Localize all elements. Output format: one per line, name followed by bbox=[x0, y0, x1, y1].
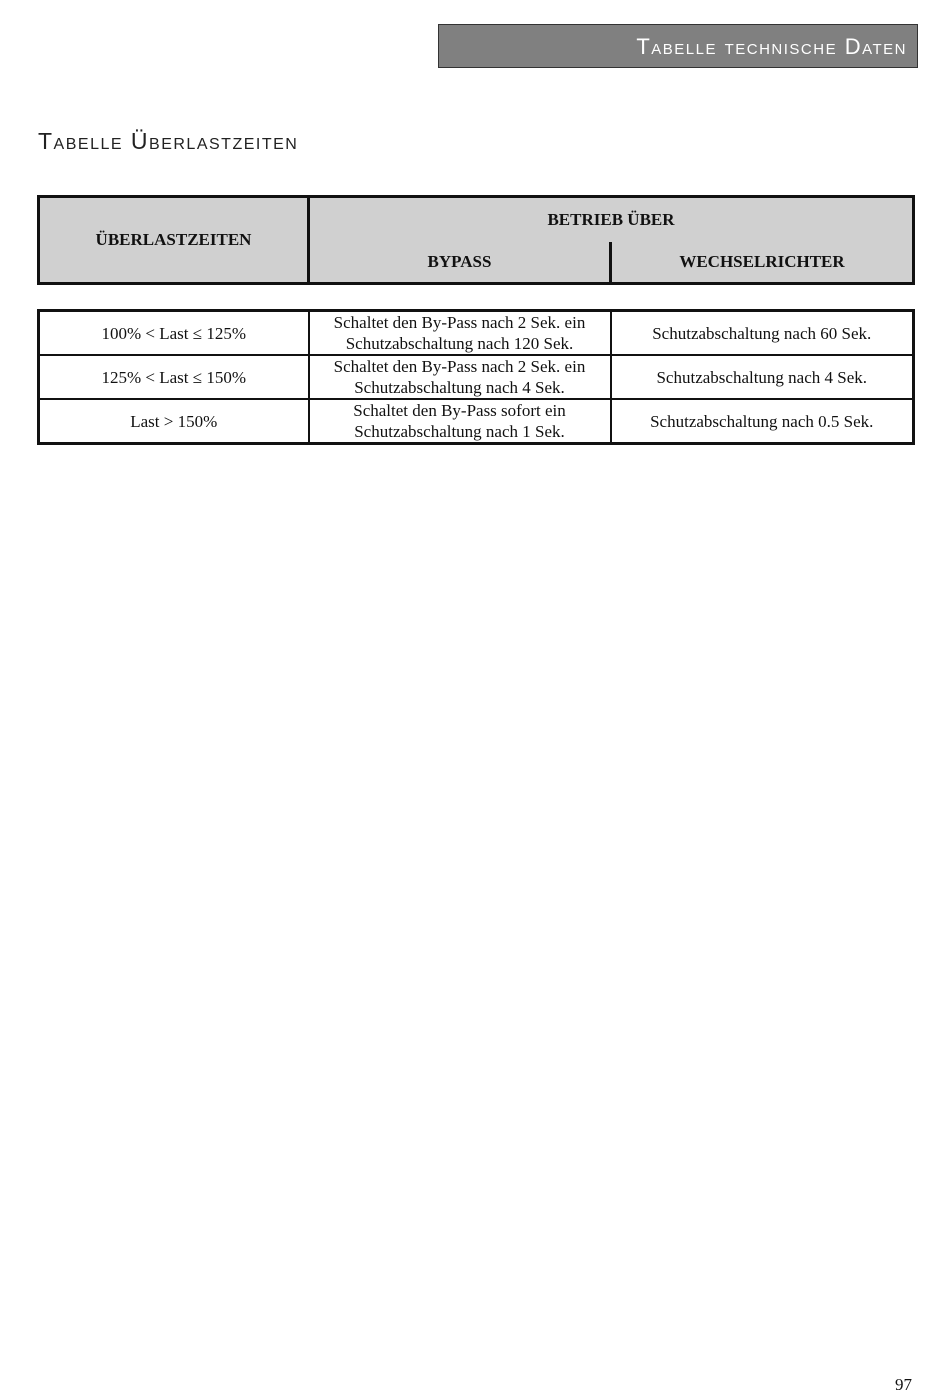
overload-table bbox=[37, 309, 915, 445]
inverter-cell: Schutzabschaltung nach 0.5 Sek. bbox=[611, 399, 914, 444]
bypass-cell bbox=[309, 355, 611, 399]
inverter-cell: Schutzabschaltung nach 4 Sek. bbox=[611, 355, 914, 399]
section-title: Tabelle technische Daten bbox=[636, 34, 907, 59]
load-cell: 100% < Last ≤ 125% bbox=[39, 311, 309, 356]
table-header bbox=[37, 195, 915, 285]
inverter-cell: Schutzabschaltung nach 60 Sek. bbox=[611, 311, 914, 356]
bypass-line: Schutzabschaltung nach 120 Sek. bbox=[345, 334, 574, 353]
load-cell: Last > 150% bbox=[39, 399, 309, 444]
bypass-line: Schutzabschaltung nach 1 Sek. bbox=[354, 422, 565, 441]
table-row bbox=[39, 355, 914, 399]
page-title: Tabelle Überlastzeiten bbox=[38, 128, 299, 154]
table-row bbox=[39, 311, 914, 356]
header-overload-times: ÜBERLASTZEITEN bbox=[39, 197, 309, 284]
bypass-line: Schaltet den By-Pass sofort ein bbox=[353, 401, 566, 420]
bypass-line: Schutzabschaltung nach 4 Sek. bbox=[354, 378, 565, 397]
load-cell: 125% < Last ≤ 150% bbox=[39, 355, 309, 399]
table-row bbox=[39, 399, 914, 444]
section-banner bbox=[438, 24, 918, 68]
bypass-line: Schaltet den By-Pass nach 2 Sek. ein bbox=[333, 357, 586, 376]
bypass-cell bbox=[309, 311, 611, 356]
header-operation-via: BETRIEB ÜBER bbox=[547, 210, 675, 229]
page-number: 97 bbox=[895, 1375, 912, 1394]
header-inverter: WECHSELRICHTER bbox=[679, 252, 845, 271]
bypass-cell bbox=[309, 399, 611, 444]
bypass-line: Schaltet den By-Pass nach 2 Sek. ein bbox=[333, 313, 586, 332]
header-bypass: BYPASS bbox=[309, 242, 611, 284]
